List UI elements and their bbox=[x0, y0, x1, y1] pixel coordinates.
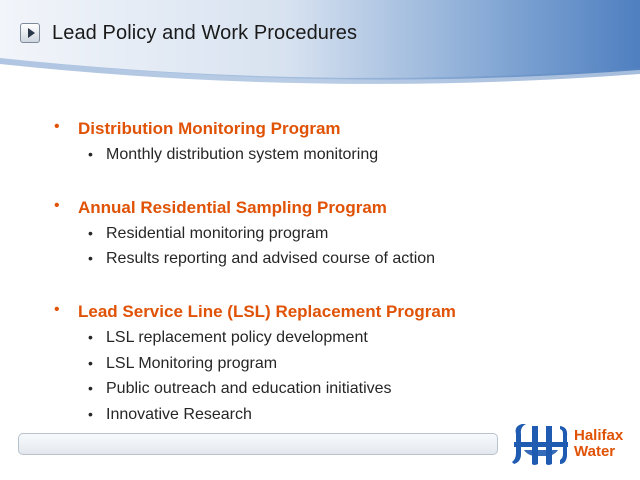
section-heading bbox=[54, 118, 341, 139]
list-item bbox=[88, 225, 329, 243]
list-item bbox=[88, 406, 252, 424]
logo-text bbox=[574, 428, 623, 460]
section-heading-text: Annual Residential Sampling Program bbox=[78, 198, 387, 217]
bullet-icon: • bbox=[54, 118, 60, 135]
bullet-icon: • bbox=[88, 250, 93, 266]
list-item bbox=[88, 329, 368, 347]
bullet-icon: • bbox=[88, 146, 93, 162]
bullet-icon: • bbox=[88, 225, 93, 241]
list-item-text: LSL Monitoring program bbox=[106, 355, 278, 372]
bullet-icon: • bbox=[88, 329, 93, 345]
list-item-text: Innovative Research bbox=[106, 406, 252, 423]
bullet-icon: • bbox=[88, 406, 93, 422]
list-item-text: LSL replacement policy development bbox=[106, 329, 368, 346]
list-item bbox=[88, 355, 278, 373]
bullet-icon: • bbox=[54, 197, 60, 214]
section-heading bbox=[54, 197, 387, 218]
list-item-text: Residential monitoring program bbox=[106, 225, 329, 242]
list-item-text: Monthly distribution system monitoring bbox=[106, 146, 379, 163]
section-heading-text: Lead Service Line (LSL) Replacement Program bbox=[78, 302, 456, 321]
logo-text-line2: Water bbox=[574, 443, 616, 460]
bullet-icon: • bbox=[54, 301, 60, 318]
halifax-water-logo bbox=[510, 420, 630, 468]
section-heading-text: Distribution Monitoring Program bbox=[78, 119, 341, 138]
logo-mark-icon bbox=[510, 420, 572, 468]
section-heading bbox=[54, 301, 456, 322]
list-item bbox=[88, 250, 436, 268]
footer-bar bbox=[18, 433, 498, 455]
slide-title: Lead Policy and Work Procedures bbox=[52, 21, 358, 44]
list-item bbox=[88, 380, 392, 398]
list-item bbox=[88, 146, 379, 164]
bullet-icon: • bbox=[88, 380, 93, 396]
list-item-text: Results reporting and advised course of action bbox=[106, 250, 436, 267]
bullet-icon: • bbox=[88, 355, 93, 371]
list-item-text: Public outreach and education initiatives bbox=[106, 380, 392, 397]
logo-text-line1: Halifax bbox=[574, 427, 624, 444]
